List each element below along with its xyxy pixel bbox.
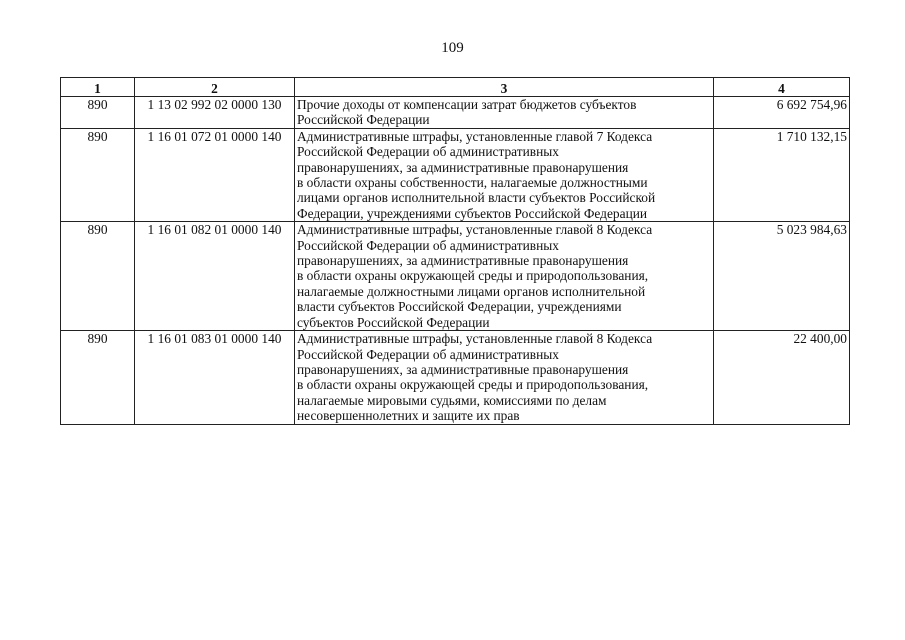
description-line: Административные штрафы, установленные главой 7 Кодекса — [297, 128, 653, 144]
description-line: несовершеннолетних и защите их прав — [297, 408, 520, 424]
description-cell — [295, 97, 714, 129]
amount-cell: 1 710 132,15 — [714, 128, 850, 221]
budget-code-cell: 1 16 01 083 01 0000 140 — [135, 331, 295, 424]
table-row — [61, 128, 850, 221]
admin-code-cell: 890 — [61, 128, 135, 221]
admin-code-cell: 890 — [61, 331, 135, 424]
header-row — [61, 78, 850, 97]
description-line: Российской Федерации об административных — [297, 144, 559, 160]
description-line: правонарушениях, за административные правонарушения — [297, 159, 629, 175]
description-line: налагаемые должностными лицами органов исполнительной — [297, 283, 646, 299]
admin-code-cell: 890 — [61, 222, 135, 331]
description-line: правонарушениях, за административные правонарушения — [297, 253, 629, 269]
table-row — [61, 97, 850, 129]
column-header-3: 3 — [295, 78, 714, 97]
description-line: в области охраны окружающей среды и природопользования, — [297, 377, 649, 393]
description-line: власти субъектов Российской Федерации, учреждениями — [297, 299, 622, 315]
description-cell — [295, 222, 714, 331]
description-line: Административные штрафы, установленные главой 8 Кодекса — [297, 222, 653, 238]
description-line: правонарушениях, за административные правонарушения — [297, 361, 629, 377]
page-number: 109 — [441, 40, 464, 56]
description-line: Административные штрафы, установленные главой 8 Кодекса — [297, 331, 653, 347]
amount-cell: 6 692 754,96 — [714, 97, 850, 129]
description-line: Российской Федерации об административных — [297, 346, 559, 362]
table-row — [61, 331, 850, 424]
budget-code-cell: 1 16 01 072 01 0000 140 — [135, 128, 295, 221]
description-line: субъектов Российской Федерации — [297, 314, 490, 330]
amount-cell: 22 400,00 — [714, 331, 850, 424]
description-line: лицами органов исполнительной власти субъектов Российской — [297, 190, 656, 206]
description-line: налагаемые мировыми судьями, комиссиями по делам — [297, 392, 607, 408]
budget-code-cell: 1 13 02 992 02 0000 130 — [135, 97, 295, 129]
description-cell — [295, 331, 714, 424]
description-line: Российской Федерации об административных — [297, 237, 559, 253]
description-line: в области охраны окружающей среды и природопользования, — [297, 268, 649, 284]
column-header-2: 2 — [135, 78, 295, 97]
amount-cell: 5 023 984,63 — [714, 222, 850, 331]
description-cell — [295, 128, 714, 221]
admin-code-cell: 890 — [61, 97, 135, 129]
description-line: Российской Федерации — [297, 112, 430, 128]
column-header-4: 4 — [714, 78, 850, 97]
table-row — [61, 222, 850, 331]
description-line: Прочие доходы от компенсации затрат бюджетов субъектов — [297, 97, 637, 112]
description-line: в области охраны собственности, налагаемые должностными — [297, 175, 648, 191]
budget-code-cell: 1 16 01 082 01 0000 140 — [135, 222, 295, 331]
revenue-table — [60, 77, 850, 425]
column-header-1: 1 — [61, 78, 135, 97]
description-line: Федерации, учреждениями субъектов Российской Федерации — [297, 205, 648, 221]
